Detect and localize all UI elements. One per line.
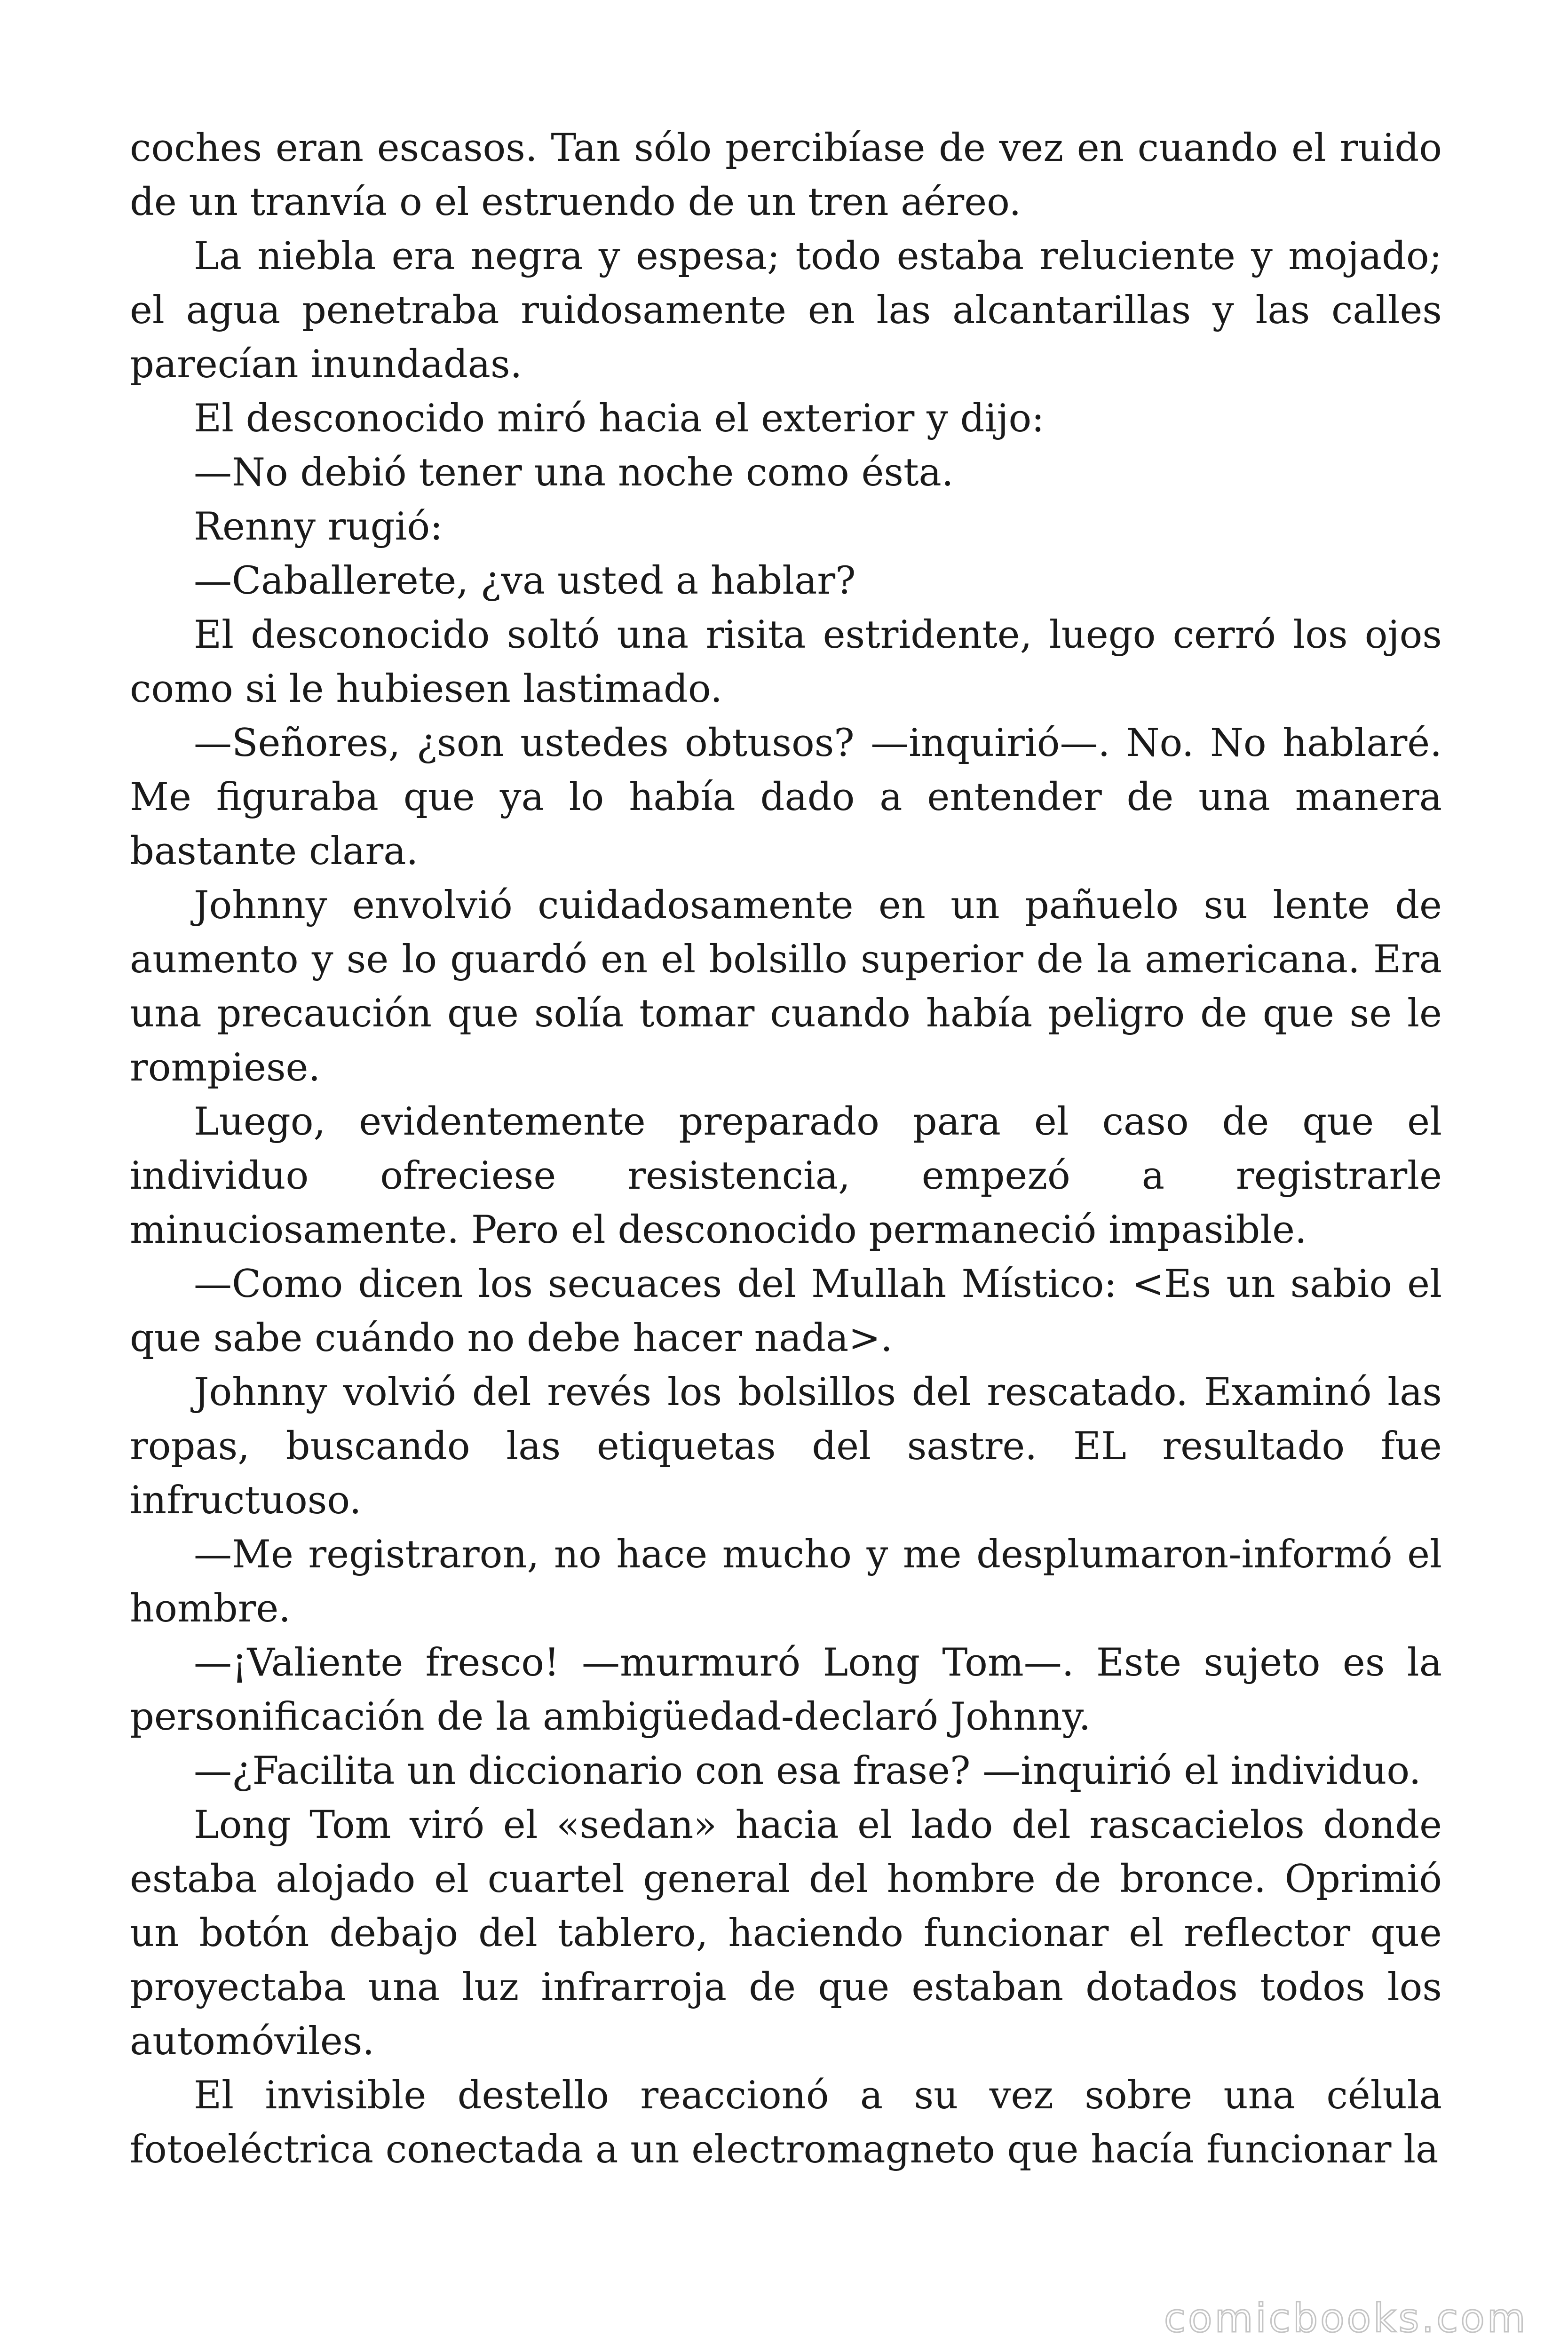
body-text (130, 121, 1442, 2177)
paragraph: La niebla era negra y espesa; todo estaba reluciente y mojado; el agua penetraba ruidosamente en las alcantarillas y las calles parecían inundadas. (130, 234, 1442, 387)
paragraph: Renny rugió: (194, 505, 443, 549)
paragraph: Johnny volvió del revés los bolsillos del rescatado. Examinó las ropas, buscando las etiquetas del sastre. EL resultado fue infructuoso. (130, 1370, 1442, 1523)
paragraph: El invisible destello reaccionó a su vez sobre una célula fotoeléctrica conectada a un electromagneto que hacía funcionar la (130, 2074, 1442, 2172)
watermark: comicbooks.com (1164, 2295, 1528, 2341)
paragraph: El desconocido soltó una risita estridente, luego cerró los ojos como si le hubiesen lastimado. (130, 613, 1442, 711)
dialogue-line: —Como dicen los secuaces del Mullah Místico: <Es un sabio el que sabe cuándo no debe hacer nada>. (130, 1262, 1442, 1360)
dialogue-line: —Me registraron, no hace mucho y me desplumaron-informó el hombre. (130, 1533, 1442, 1631)
paragraph: Johnny envolvió cuidadosamente en un pañuelo su lente de aumento y se lo guardó en el bolsillo superior de la americana. Era una precaución que solía tomar cuando había peligro de que se le rompiese. (130, 883, 1442, 1090)
dialogue-line: —Caballerete, ¿va usted a hablar? (194, 559, 856, 603)
dialogue-line: —Señores, ¿son ustedes obtusos? —inquirió—. No. No hablaré. Me figuraba que ya lo había dado a entender de una manera bastante clara. (130, 721, 1442, 874)
dialogue-line: —No debió tener una noche como ésta. (194, 451, 954, 495)
paragraph-continuation: coches eran escasos. Tan sólo percibíase de vez en cuando el ruido de un tranvía o el estruendo de un tren aéreo. (130, 126, 1442, 224)
paragraph: Luego, evidentemente preparado para el caso de que el individuo ofreciese resistencia, empezó a registrarle minuciosamente. Pero el desconocido permaneció impasible. (130, 1100, 1442, 1252)
dialogue-line: —¡Valiente fresco! —murmuró Long Tom—. Este sujeto es la personificación de la ambigüedad-declaró Johnny. (130, 1641, 1442, 1739)
paragraph: El desconocido miró hacia el exterior y dijo: (194, 397, 1045, 441)
dialogue-line: —¿Facilita un diccionario con esa frase? —inquirió el individuo. (194, 1749, 1421, 1793)
paragraph: Long Tom viró el «sedan» hacia el lado del rascacielos donde estaba alojado el cuartel general del hombre de bronce. Oprimió un botón debajo del tablero, haciendo funcionar el reflector que proyectaba una luz infrarroja de que estaban dotados todos los automóviles. (130, 1803, 1442, 2064)
